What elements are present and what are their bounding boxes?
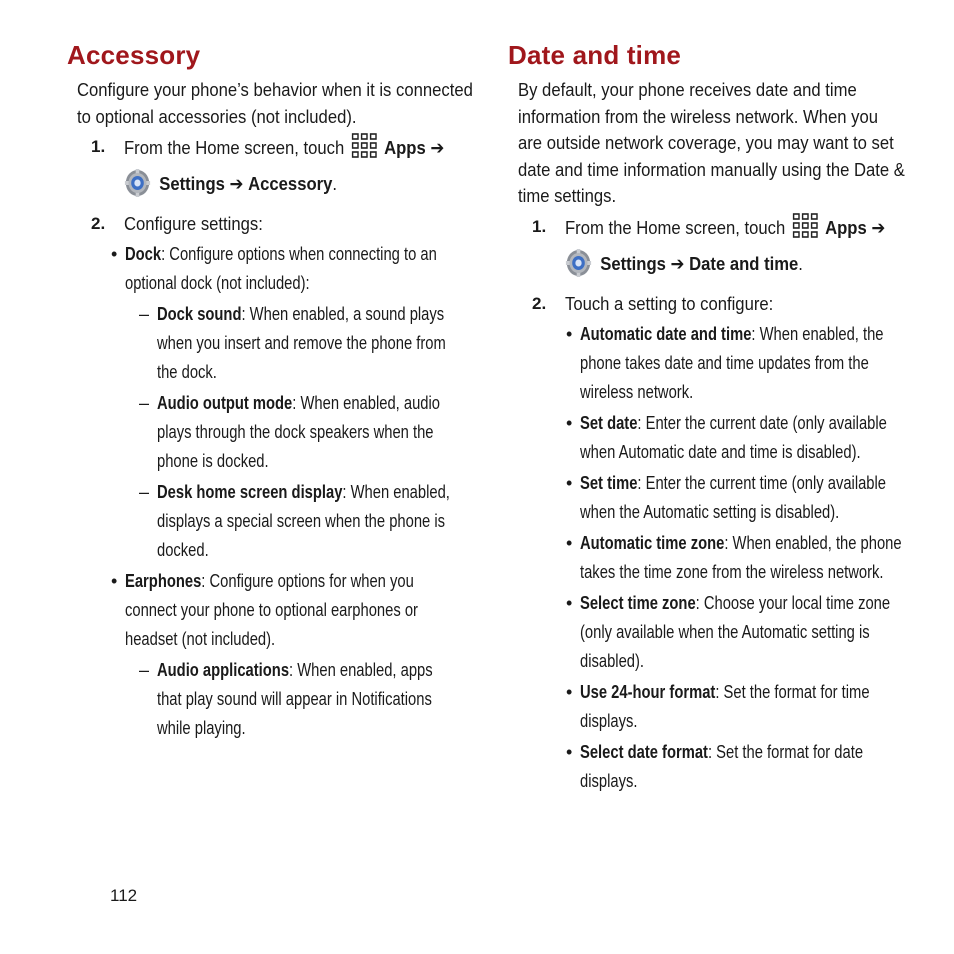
item-term: Automatic time zone bbox=[580, 532, 725, 553]
step-text: Configure settings: bbox=[124, 213, 263, 234]
settings-label: Settings bbox=[159, 173, 225, 194]
item-desc: : Configure options for when you connect your phone to optional earphones or headset (not included). bbox=[125, 571, 418, 649]
bullet-dot: • bbox=[111, 571, 118, 591]
step-number: 1. bbox=[91, 137, 106, 156]
settings-gear-icon bbox=[565, 248, 592, 286]
dash-marker: – bbox=[139, 660, 150, 680]
date-time-intro: By default, your phone receives date and time information from the wireless network. When you are outside network coverage, you may want to set date and time information manually using the Date & time settings. bbox=[518, 79, 905, 206]
accessory-section bbox=[67, 40, 473, 743]
arrow-glyph: ➔ bbox=[229, 173, 244, 194]
sub-item-dock-sound bbox=[139, 300, 467, 387]
list-item-earphones bbox=[111, 567, 467, 654]
dash-marker: – bbox=[139, 482, 150, 502]
item-desc: : Enter the current date (only available when Automatic date and time is disabled). bbox=[580, 412, 887, 462]
list-item-set-date bbox=[566, 409, 908, 467]
date-time-heading: Date and time bbox=[508, 40, 682, 70]
accessory-step-2 bbox=[91, 209, 467, 238]
step-text: From the Home screen, touch bbox=[565, 216, 786, 238]
dash-marker: – bbox=[139, 393, 150, 413]
list-item-24-hour-format bbox=[566, 678, 908, 736]
item-desc: : Set the format for date displays. bbox=[580, 741, 864, 791]
step-number: 2. bbox=[91, 214, 106, 233]
list-item-select-time-zone bbox=[566, 589, 908, 676]
item-term: Set date bbox=[580, 412, 638, 433]
item-desc: : When enabled, the phone takes date and time updates from the wireless network. bbox=[580, 323, 884, 402]
bullet-dot: • bbox=[566, 323, 573, 344]
list-item-select-date-format bbox=[566, 738, 908, 796]
sub-item-audio-applications bbox=[139, 656, 467, 743]
period: . bbox=[332, 173, 337, 194]
apps-label: Apps bbox=[825, 216, 867, 238]
step-number: 1. bbox=[532, 216, 547, 236]
item-desc: : Configure options when connecting to an optional dock (not included): bbox=[125, 244, 437, 293]
settings-label: Settings bbox=[600, 252, 666, 274]
item-term: Desk home screen display bbox=[157, 482, 343, 502]
page-number: 112 bbox=[110, 886, 138, 905]
item-desc: : When enabled, apps that play sound will appear in Notifications while playing. bbox=[157, 660, 433, 738]
bullet-dot: • bbox=[566, 592, 573, 613]
item-desc: : When enabled, the phone takes the time zone from the wireless network. bbox=[580, 532, 902, 582]
item-term: Dock bbox=[125, 244, 162, 264]
item-desc: : When enabled, displays a special screen when the phone is docked. bbox=[157, 482, 450, 560]
apps-grid-icon bbox=[792, 212, 819, 248]
date-and-time-label: Date and time bbox=[689, 252, 799, 274]
list-item-dock bbox=[111, 240, 467, 298]
settings-gear-icon bbox=[124, 168, 151, 206]
list-item-automatic-time-zone bbox=[566, 529, 908, 587]
accessory-heading: Accessory bbox=[67, 40, 201, 70]
step-text: Touch a setting to configure: bbox=[565, 292, 774, 314]
bullet-dot: • bbox=[566, 472, 573, 493]
bullet-dot: • bbox=[566, 412, 573, 433]
apps-grid-icon bbox=[351, 132, 378, 168]
bullet-dot: • bbox=[566, 681, 573, 702]
date-time-section bbox=[508, 40, 908, 796]
step-text: From the Home screen, touch bbox=[124, 137, 345, 158]
list-item-set-time bbox=[566, 469, 908, 527]
arrow-glyph: ➔ bbox=[430, 137, 445, 158]
item-desc: : Set the format for time displays. bbox=[580, 681, 870, 731]
item-desc: : Enter the current time (only available when the Automatic setting is disabled). bbox=[580, 472, 887, 522]
item-term: Audio applications bbox=[157, 660, 290, 680]
item-term: Select date format bbox=[580, 741, 708, 762]
item-term: Dock sound bbox=[157, 304, 242, 324]
bullet-dot: • bbox=[566, 741, 573, 762]
arrow-glyph: ➔ bbox=[871, 216, 886, 238]
arrow-glyph: ➔ bbox=[670, 252, 685, 274]
dash-marker: – bbox=[139, 304, 150, 324]
item-desc: : When enabled, a sound plays when you insert and remove the phone from the dock. bbox=[157, 304, 446, 382]
bullet-dot: • bbox=[566, 532, 573, 553]
sub-item-audio-output-mode bbox=[139, 389, 467, 476]
bullet-dot: • bbox=[111, 244, 118, 264]
item-term: Automatic date and time bbox=[580, 323, 752, 344]
list-item-automatic-date-time bbox=[566, 320, 908, 407]
accessory-intro: Configure your phone’s behavior when it is connected to optional accessories (not included). bbox=[77, 79, 473, 127]
period: . bbox=[798, 252, 803, 274]
item-term: Set time bbox=[580, 472, 638, 493]
accessory-label: Accessory bbox=[248, 173, 333, 194]
date-time-step-2 bbox=[532, 289, 908, 318]
item-desc: : When enabled, audio plays through the dock speakers when the phone is docked. bbox=[157, 393, 440, 471]
apps-label: Apps bbox=[384, 137, 426, 158]
accessory-step-1 bbox=[91, 132, 467, 206]
item-term: Select time zone bbox=[580, 592, 696, 613]
item-term: Audio output mode bbox=[157, 393, 293, 413]
date-time-step-1 bbox=[532, 212, 908, 286]
item-term: Use 24-hour format bbox=[580, 681, 716, 702]
item-desc: : Choose your local time zone (only available when the Automatic setting is disabled). bbox=[580, 592, 891, 671]
step-number: 2. bbox=[532, 293, 547, 313]
item-term: Earphones bbox=[125, 571, 202, 591]
sub-item-desk-home-screen bbox=[139, 478, 467, 565]
